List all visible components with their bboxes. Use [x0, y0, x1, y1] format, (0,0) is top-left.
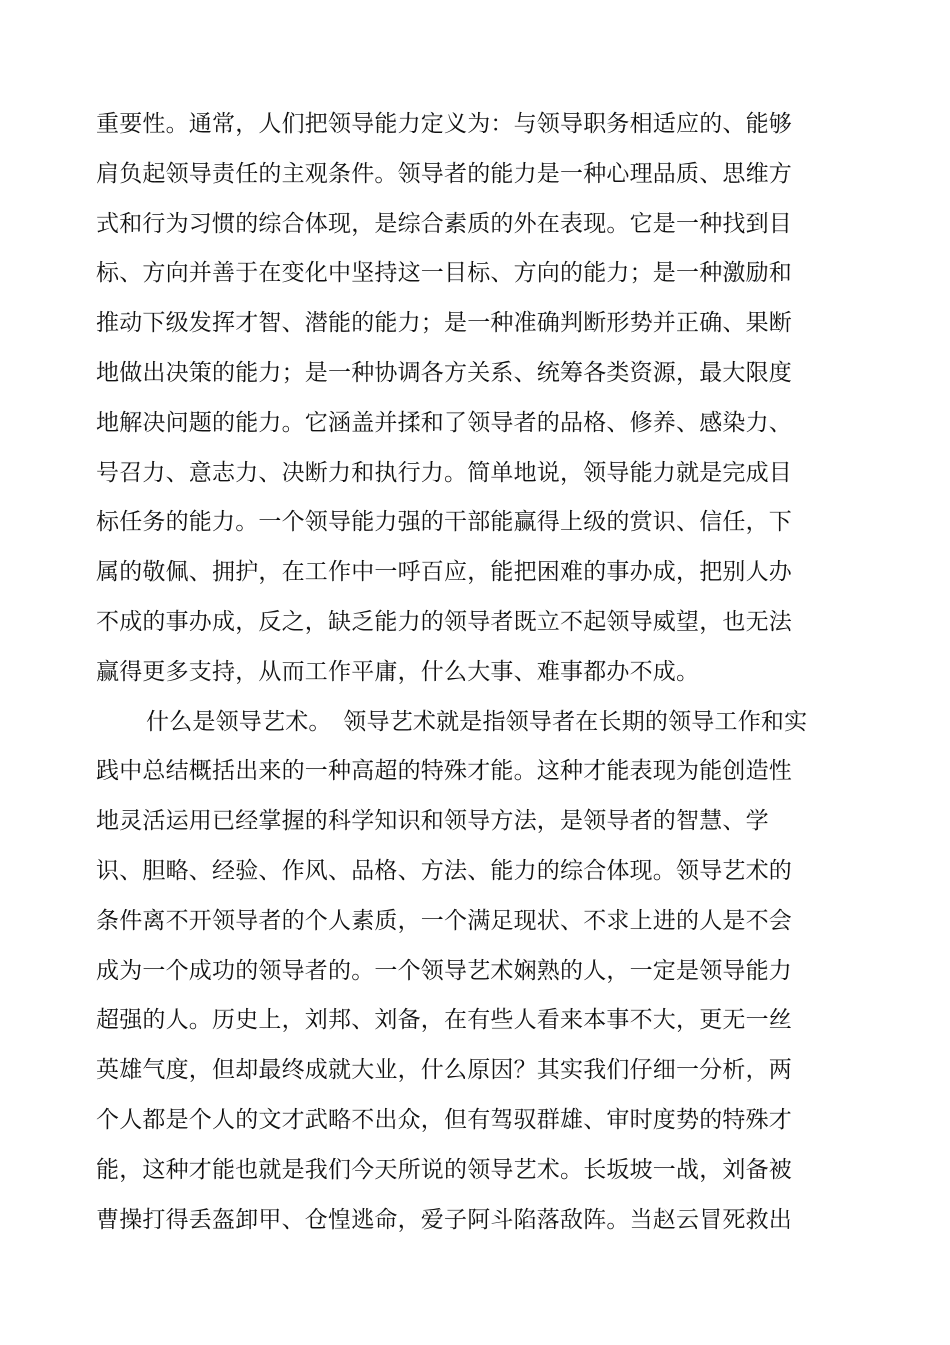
text-line: 重要性。通常，人们把领导能力定义为：与领导职务相适应的、能够 [96, 111, 792, 137]
body-text [96, 100, 816, 1245]
text-line: 识、胆略、经验、作风、品格、方法、能力的综合体现。领导艺术的 [96, 857, 792, 884]
text-line: 地做出决策的能力；是一种协调各方关系、统筹各类资源，最大限度 [96, 359, 792, 386]
paragraph-start-line: 什么是领导艺术。 领导艺术就是指领导者在长期的领导工作和实 [146, 708, 808, 735]
text-line: 肩负起领导责任的主观条件。领导者的能力是一种心理品质、思维方 [96, 160, 792, 187]
text-line: 践中总结概括出来的一种高超的特殊才能。这种才能表现为能创造性 [96, 758, 792, 785]
text-line: 属的敬佩、拥护，在工作中一呼百应，能把困难的事办成，把别人办 [96, 559, 792, 586]
text-line: 号召力、意志力、决断力和执行力。简单地说，领导能力就是完成目 [96, 459, 792, 486]
text-line: 曹操打得丢盔卸甲、仓惶逃命，爱子阿斗陷落敌阵。当赵云冒死救出 [96, 1206, 792, 1233]
text-line: 赢得更多支持，从而工作平庸，什么大事、难事都办不成。 [96, 658, 700, 685]
text-line: 能，这种才能也就是我们今天所说的领导艺术。长坂坡一战，刘备被 [96, 1156, 792, 1183]
text-line: 成为一个成功的领导者的。一个领导艺术娴熟的人，一定是领导能力 [96, 957, 792, 984]
text-line: 地解决问题的能力。它涵盖并揉和了领导者的品格、修养、感染力、 [96, 409, 792, 436]
text-line: 式和行为习惯的综合体现，是综合素质的外在表现。它是一种找到目 [96, 210, 792, 237]
text-line: 英雄气度，但却最终成就大业，什么原因？其实我们仔细一分析，两 [96, 1057, 792, 1084]
text-line: 地灵活运用已经掌握的科学知识和领导方法，是领导者的智慧、学 [96, 808, 769, 835]
text-line: 个人都是个人的文才武略不出众，但有驾驭群雄、审时度势的特殊才 [96, 1106, 792, 1133]
text-line: 标、方向并善于在变化中坚持这一目标、方向的能力；是一种激励和 [96, 260, 792, 287]
text-line: 推动下级发挥才智、潜能的能力；是一种准确判断形势并正确、果断 [96, 310, 792, 337]
text-line: 标任务的能力。一个领导能力强的干部能赢得上级的赏识、信任，下 [96, 509, 792, 536]
text-line: 条件离不开领导者的个人素质，一个满足现状、不求上进的人是不会 [96, 907, 792, 934]
text-line: 超强的人。历史上，刘邦、刘备，在有些人看来本事不大，更无一丝 [96, 1007, 792, 1034]
text-line: 不成的事办成，反之，缺乏能力的领导者既立不起领导威望，也无法 [96, 608, 792, 635]
